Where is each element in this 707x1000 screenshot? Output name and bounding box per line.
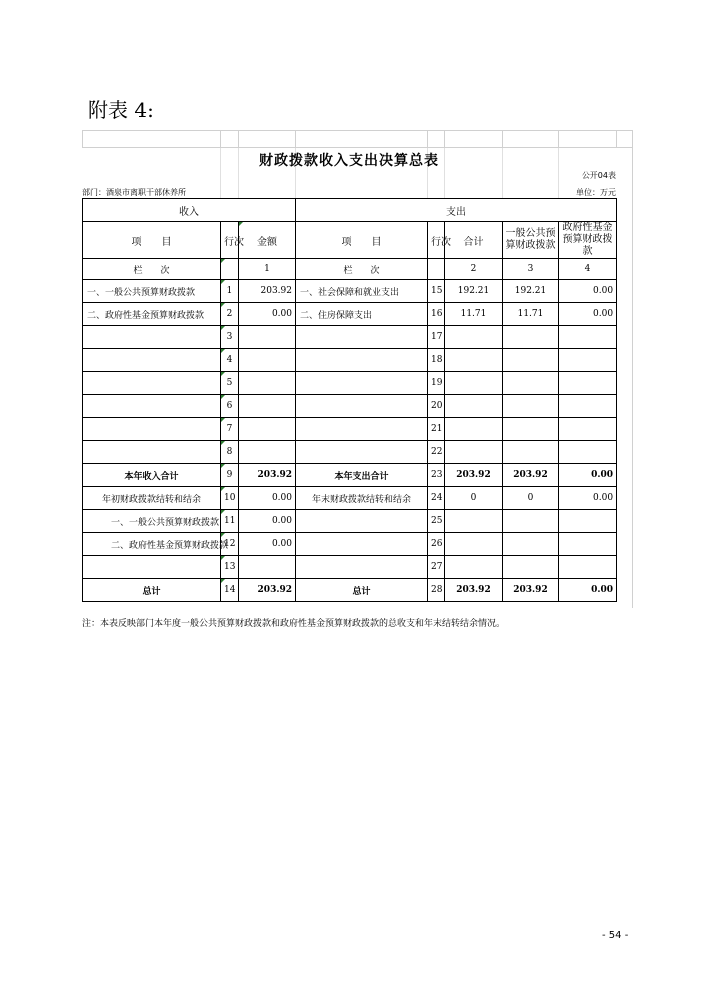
expense-carry-general: 0 <box>503 487 559 510</box>
colnum-4: 4 <box>559 259 617 280</box>
expense-fund <box>559 326 617 349</box>
income-amount <box>239 349 296 372</box>
income-item <box>83 441 221 464</box>
expense-general: 192.21 <box>503 280 559 303</box>
carryover-row <box>83 487 617 510</box>
expense-fund <box>559 441 617 464</box>
expense-year-total: 203.92 <box>445 464 503 487</box>
expense-fund: 0.00 <box>559 303 617 326</box>
expense-row-no: 27 <box>428 556 445 579</box>
income-row-no: 9 <box>221 464 239 487</box>
expense-general <box>503 441 559 464</box>
expense-fund <box>559 349 617 372</box>
table-row <box>83 303 617 326</box>
colnum-blank <box>221 259 239 280</box>
expense-total <box>445 556 503 579</box>
form-code: 公开04表 <box>581 171 616 180</box>
expense-total <box>445 395 503 418</box>
expense-grand-general: 203.92 <box>503 579 559 602</box>
income-row-no: 3 <box>221 326 239 349</box>
expense-total: 192.21 <box>445 280 503 303</box>
financial-summary-table <box>82 198 617 602</box>
table-column-header <box>83 222 617 259</box>
income-amount <box>239 372 296 395</box>
expense-item <box>296 418 428 441</box>
expense-item <box>296 441 428 464</box>
general-budget-header: 一般公共预算财政拨款 <box>503 222 559 259</box>
expense-group-header: 支出 <box>296 199 617 222</box>
income-item: 一、一般公共预算财政拨款 <box>83 280 221 303</box>
income-amount <box>239 441 296 464</box>
spreadsheet-gridlines <box>82 130 633 148</box>
expense-item <box>296 372 428 395</box>
income-year-total: 203.92 <box>239 464 296 487</box>
carryover-fund-row <box>83 533 617 556</box>
income-row-no: 12 <box>221 533 239 556</box>
income-row-no: 7 <box>221 418 239 441</box>
expense-fund <box>559 372 617 395</box>
expense-grand-fund: 0.00 <box>559 579 617 602</box>
year-total-row <box>83 464 617 487</box>
income-amount-header: 金额 <box>239 222 296 259</box>
colnum-label-2: 栏 次 <box>296 259 428 280</box>
expense-item <box>296 326 428 349</box>
income-row-no: 11 <box>221 510 239 533</box>
carryover-general-row <box>83 510 617 533</box>
income-amount <box>239 556 296 579</box>
expense-row-no: 17 <box>428 326 445 349</box>
expense-row-no-header: 行次 <box>428 222 445 259</box>
expense-row-no: 28 <box>428 579 445 602</box>
income-item-header: 项 目 <box>83 222 221 259</box>
income-carry-general-label: 一、一般公共预算财政拨款 <box>83 510 221 533</box>
income-year-total-label: 本年收入合计 <box>83 464 221 487</box>
table-row <box>83 349 617 372</box>
colnum-blank-2 <box>428 259 445 280</box>
unit-label: 单位：万元 <box>576 188 616 197</box>
income-row-no: 10 <box>221 487 239 510</box>
income-grand-total: 203.92 <box>239 579 296 602</box>
expense-general <box>503 326 559 349</box>
table-row <box>83 326 617 349</box>
table-row <box>83 418 617 441</box>
expense-carry-fund: 0.00 <box>559 487 617 510</box>
income-carry-amount: 0.00 <box>239 487 296 510</box>
expense-row-no: 25 <box>428 510 445 533</box>
expense-item <box>296 556 428 579</box>
department-label: 部门：酒泉市离职干部休养所 <box>82 188 186 197</box>
expense-fund <box>559 418 617 441</box>
expense-item: 二、住房保障支出 <box>296 303 428 326</box>
colnum-3: 3 <box>503 259 559 280</box>
expense-row-no: 16 <box>428 303 445 326</box>
report-title: 财政拨款收入支出决算总表 <box>259 153 439 169</box>
income-group-header: 收入 <box>83 199 296 222</box>
table-row <box>83 280 617 303</box>
expense-row-no: 18 <box>428 349 445 372</box>
grand-total-row <box>83 579 617 602</box>
expense-total: 11.71 <box>445 303 503 326</box>
income-item <box>83 556 221 579</box>
attachment-label: 附表 4: <box>88 98 154 122</box>
sheet-right-edge <box>632 130 633 608</box>
gov-fund-header: 政府性基金预算财政拨款 <box>559 222 617 259</box>
table-row <box>83 395 617 418</box>
expense-item <box>296 533 428 556</box>
income-row-no: 2 <box>221 303 239 326</box>
colnum-1: 1 <box>239 259 296 280</box>
income-amount <box>239 418 296 441</box>
expense-general: 11.71 <box>503 303 559 326</box>
expense-grand-total: 203.92 <box>445 579 503 602</box>
expense-row-no: 22 <box>428 441 445 464</box>
income-carry-fund-label: 二、政府性基金预算财政拨款 <box>83 533 221 556</box>
expense-total <box>445 510 503 533</box>
expense-general <box>503 418 559 441</box>
income-amount: 0.00 <box>239 303 296 326</box>
expense-row-no: 19 <box>428 372 445 395</box>
income-amount: 203.92 <box>239 280 296 303</box>
expense-total-header: 合计 <box>445 222 503 259</box>
income-item <box>83 372 221 395</box>
income-row-no: 13 <box>221 556 239 579</box>
expense-general <box>503 395 559 418</box>
colnum-label: 栏 次 <box>83 259 221 280</box>
expense-item <box>296 395 428 418</box>
table-row <box>83 372 617 395</box>
income-carry-general-amount: 0.00 <box>239 510 296 533</box>
income-item: 二、政府性基金预算财政拨款 <box>83 303 221 326</box>
expense-fund <box>559 395 617 418</box>
expense-row-no: 24 <box>428 487 445 510</box>
income-item <box>83 395 221 418</box>
expense-row-no: 15 <box>428 280 445 303</box>
table-row <box>83 441 617 464</box>
income-item <box>83 349 221 372</box>
expense-fund: 0.00 <box>559 280 617 303</box>
income-row-no: 14 <box>221 579 239 602</box>
expense-year-general: 203.92 <box>503 464 559 487</box>
income-row-no: 8 <box>221 441 239 464</box>
expense-general <box>503 556 559 579</box>
expense-fund <box>559 556 617 579</box>
income-amount <box>239 395 296 418</box>
income-row-no: 1 <box>221 280 239 303</box>
expense-row-no: 23 <box>428 464 445 487</box>
expense-fund <box>559 533 617 556</box>
column-number-row <box>83 259 617 280</box>
expense-total <box>445 533 503 556</box>
expense-grand-total-label: 总计 <box>296 579 428 602</box>
page-number: - 54 - <box>602 930 629 941</box>
expense-total <box>445 326 503 349</box>
expense-general <box>503 510 559 533</box>
table-note: 注：本表反映部门本年度一般公共预算财政拨款和政府性基金预算财政拨款的总收支和年末结转结余情况。 <box>82 619 506 629</box>
expense-row-no: 26 <box>428 533 445 556</box>
income-row-no: 4 <box>221 349 239 372</box>
expense-general <box>503 533 559 556</box>
income-item <box>83 418 221 441</box>
expense-item <box>296 510 428 533</box>
expense-year-total-label: 本年支出合计 <box>296 464 428 487</box>
income-carry-label: 年初财政拨款结转和结余 <box>83 487 221 510</box>
expense-year-fund: 0.00 <box>559 464 617 487</box>
expense-row-no: 20 <box>428 395 445 418</box>
colnum-2: 2 <box>445 259 503 280</box>
table-group-header <box>83 199 617 222</box>
table-row <box>83 556 617 579</box>
income-amount <box>239 326 296 349</box>
expense-total <box>445 349 503 372</box>
expense-total <box>445 418 503 441</box>
expense-fund <box>559 510 617 533</box>
expense-carry-label: 年末财政拨款结转和结余 <box>296 487 428 510</box>
income-carry-fund-amount: 0.00 <box>239 533 296 556</box>
expense-item <box>296 349 428 372</box>
expense-total <box>445 441 503 464</box>
expense-carry-total: 0 <box>445 487 503 510</box>
expense-general <box>503 349 559 372</box>
income-row-no: 6 <box>221 395 239 418</box>
expense-total <box>445 372 503 395</box>
expense-item: 一、社会保障和就业支出 <box>296 280 428 303</box>
income-item <box>83 326 221 349</box>
expense-general <box>503 372 559 395</box>
income-row-no: 5 <box>221 372 239 395</box>
expense-item-header: 项 目 <box>296 222 428 259</box>
income-grand-total-label: 总计 <box>83 579 221 602</box>
income-row-no-header: 行次 <box>221 222 239 259</box>
expense-row-no: 21 <box>428 418 445 441</box>
